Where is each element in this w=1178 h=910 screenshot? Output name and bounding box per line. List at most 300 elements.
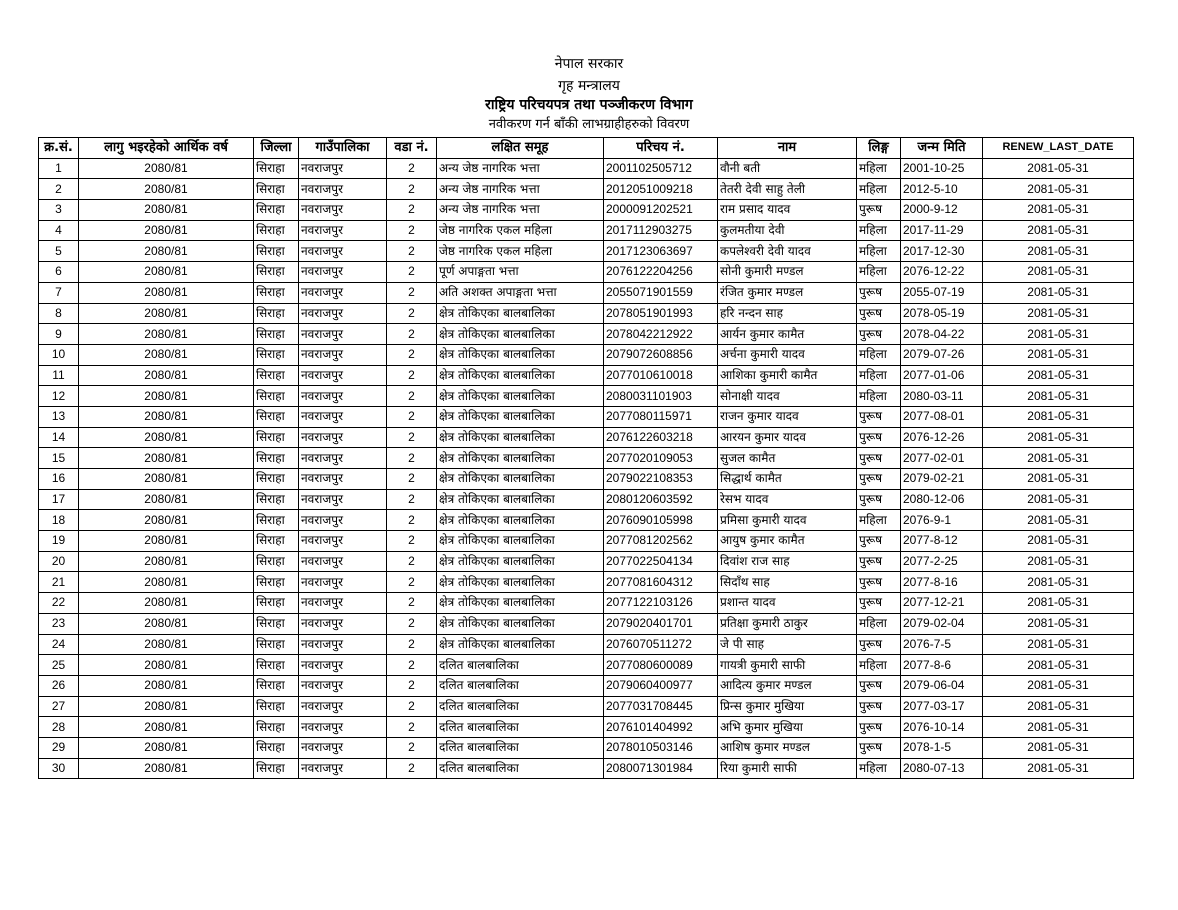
- table-row: [39, 655, 1134, 676]
- table-row: [39, 386, 1134, 407]
- district-cell: सिराहा: [254, 613, 299, 634]
- renew-last-date-cell: 2081-05-31: [983, 200, 1134, 221]
- target-group-cell: क्षेत्र तोकिएका बालबालिका: [437, 365, 604, 386]
- serial-cell: 28: [39, 717, 79, 738]
- target-group-cell: क्षेत्र तोकिएका बालबालिका: [437, 572, 604, 593]
- birth-date-cell: 2077-01-06: [901, 365, 983, 386]
- beneficiary-table: [38, 137, 1134, 779]
- district-cell: सिराहा: [254, 531, 299, 552]
- name-cell: आयुष कुमार कामैत: [718, 531, 857, 552]
- id-number-cell: 2076070511272: [604, 634, 718, 655]
- municipality-cell: नवराजपुर: [299, 241, 387, 262]
- gender-cell: महिला: [857, 655, 901, 676]
- fiscal-year-cell: 2080/81: [79, 179, 254, 200]
- ward-cell: 2: [387, 406, 437, 427]
- birth-date-cell: 2077-8-12: [901, 531, 983, 552]
- gender-cell: पुरूष: [857, 551, 901, 572]
- gender-cell: महिला: [857, 386, 901, 407]
- id-number-cell: 2000091202521: [604, 200, 718, 221]
- name-cell: तेतरी देवी साहु तेली: [718, 179, 857, 200]
- district-cell: सिराहा: [254, 282, 299, 303]
- municipality-cell: नवराजपुर: [299, 282, 387, 303]
- target-group-cell: अति अशक्त अपाङ्गता भत्ता: [437, 282, 604, 303]
- fiscal-year-cell: 2080/81: [79, 737, 254, 758]
- target-group-cell: दलित बालबालिका: [437, 737, 604, 758]
- gender-cell: पुरूष: [857, 531, 901, 552]
- id-number-cell: 2077080600089: [604, 655, 718, 676]
- fiscal-year-cell: 2080/81: [79, 655, 254, 676]
- table-header-row: [39, 138, 1134, 159]
- birth-date-cell: 2077-12-21: [901, 593, 983, 614]
- ward-cell: 2: [387, 220, 437, 241]
- birth-date-cell: 2078-1-5: [901, 737, 983, 758]
- fiscal-year-cell: 2080/81: [79, 303, 254, 324]
- birth-date-cell: 2012-5-10: [901, 179, 983, 200]
- table-row: [39, 406, 1134, 427]
- renew-last-date-cell: 2081-05-31: [983, 696, 1134, 717]
- name-cell: गायत्री कुमारी साफी: [718, 655, 857, 676]
- renew-last-date-cell: 2081-05-31: [983, 469, 1134, 490]
- name-cell: सिद्धार्थ कामैत: [718, 469, 857, 490]
- renew-last-date-cell: 2081-05-31: [983, 344, 1134, 365]
- target-group-cell: अन्य जेष्ठ नागरिक भत्ता: [437, 200, 604, 221]
- gender-cell: महिला: [857, 758, 901, 779]
- renew-last-date-cell: 2081-05-31: [983, 282, 1134, 303]
- id-number-cell: 2017112903275: [604, 220, 718, 241]
- district-cell: सिराहा: [254, 386, 299, 407]
- name-cell: सोनी कुमारी मण्डल: [718, 262, 857, 283]
- gender-cell: पुरूष: [857, 634, 901, 655]
- renew-last-date-cell: 2081-05-31: [983, 324, 1134, 345]
- fiscal-year-cell: 2080/81: [79, 551, 254, 572]
- gender-cell: पुरूष: [857, 572, 901, 593]
- col-header-gender: लिङ्ग: [857, 138, 901, 159]
- birth-date-cell: 2077-08-01: [901, 406, 983, 427]
- id-number-cell: 2076101404992: [604, 717, 718, 738]
- serial-cell: 8: [39, 303, 79, 324]
- target-group-cell: क्षेत्र तोकिएका बालबालिका: [437, 510, 604, 531]
- municipality-cell: नवराजपुर: [299, 344, 387, 365]
- fiscal-year-cell: 2080/81: [79, 158, 254, 179]
- birth-date-cell: 2078-04-22: [901, 324, 983, 345]
- municipality-cell: नवराजपुर: [299, 572, 387, 593]
- ward-cell: 2: [387, 158, 437, 179]
- serial-cell: 24: [39, 634, 79, 655]
- ward-cell: 2: [387, 303, 437, 324]
- id-number-cell: 2079020401701: [604, 613, 718, 634]
- name-cell: राम प्रसाद यादव: [718, 200, 857, 221]
- table-row: [39, 531, 1134, 552]
- renew-last-date-cell: 2081-05-31: [983, 510, 1134, 531]
- name-cell: कपलेश्वरी देवी यादव: [718, 241, 857, 262]
- municipality-cell: नवराजपुर: [299, 365, 387, 386]
- table-row: [39, 303, 1134, 324]
- name-cell: प्रिन्स कुमार मुखिया: [718, 696, 857, 717]
- name-cell: रंजित कुमार मण्डल: [718, 282, 857, 303]
- name-cell: राजन कुमार यादव: [718, 406, 857, 427]
- col-header-district: जिल्ला: [254, 138, 299, 159]
- birth-date-cell: 2076-9-1: [901, 510, 983, 531]
- serial-cell: 4: [39, 220, 79, 241]
- birth-date-cell: 2077-02-01: [901, 448, 983, 469]
- target-group-cell: दलित बालबालिका: [437, 675, 604, 696]
- renew-last-date-cell: 2081-05-31: [983, 158, 1134, 179]
- serial-cell: 20: [39, 551, 79, 572]
- serial-cell: 2: [39, 179, 79, 200]
- name-cell: सिदाँथ साह: [718, 572, 857, 593]
- gender-cell: महिला: [857, 262, 901, 283]
- municipality-cell: नवराजपुर: [299, 220, 387, 241]
- name-cell: सोनाक्षी यादव: [718, 386, 857, 407]
- gender-cell: पुरूष: [857, 303, 901, 324]
- target-group-cell: क्षेत्र तोकिएका बालबालिका: [437, 344, 604, 365]
- col-header-renew-last-date: RENEW_LAST_DATE: [983, 138, 1134, 159]
- renew-last-date-cell: 2081-05-31: [983, 758, 1134, 779]
- id-number-cell: 2079072608856: [604, 344, 718, 365]
- gender-cell: पुरूष: [857, 489, 901, 510]
- ward-cell: 2: [387, 717, 437, 738]
- serial-cell: 22: [39, 593, 79, 614]
- id-number-cell: 2077010610018: [604, 365, 718, 386]
- table-row: [39, 675, 1134, 696]
- renew-last-date-cell: 2081-05-31: [983, 241, 1134, 262]
- name-cell: प्रशान्त यादव: [718, 593, 857, 614]
- renew-last-date-cell: 2081-05-31: [983, 593, 1134, 614]
- birth-date-cell: 2076-10-14: [901, 717, 983, 738]
- serial-cell: 29: [39, 737, 79, 758]
- name-cell: सुजल कामैत: [718, 448, 857, 469]
- name-cell: आशिका कुमारी कामैत: [718, 365, 857, 386]
- renew-last-date-cell: 2081-05-31: [983, 655, 1134, 676]
- col-header-municipality: गाउँपालिका: [299, 138, 387, 159]
- ward-cell: 2: [387, 200, 437, 221]
- district-cell: सिराहा: [254, 241, 299, 262]
- ward-cell: 2: [387, 365, 437, 386]
- district-cell: सिराहा: [254, 220, 299, 241]
- id-number-cell: 2077122103126: [604, 593, 718, 614]
- serial-cell: 14: [39, 427, 79, 448]
- serial-cell: 1: [39, 158, 79, 179]
- ward-cell: 2: [387, 634, 437, 655]
- birth-date-cell: 2079-02-04: [901, 613, 983, 634]
- fiscal-year-cell: 2080/81: [79, 675, 254, 696]
- renew-last-date-cell: 2081-05-31: [983, 427, 1134, 448]
- id-number-cell: 2078042212922: [604, 324, 718, 345]
- target-group-cell: क्षेत्र तोकिएका बालबालिका: [437, 551, 604, 572]
- ward-cell: 2: [387, 613, 437, 634]
- id-number-cell: 2077022504134: [604, 551, 718, 572]
- renew-last-date-cell: 2081-05-31: [983, 179, 1134, 200]
- table-row: [39, 448, 1134, 469]
- serial-cell: 5: [39, 241, 79, 262]
- birth-date-cell: 2080-12-06: [901, 489, 983, 510]
- serial-cell: 17: [39, 489, 79, 510]
- district-cell: सिराहा: [254, 158, 299, 179]
- target-group-cell: जेष्ठ नागरिक एकल महिला: [437, 241, 604, 262]
- birth-date-cell: 2079-02-21: [901, 469, 983, 490]
- serial-cell: 11: [39, 365, 79, 386]
- birth-date-cell: 2055-07-19: [901, 282, 983, 303]
- fiscal-year-cell: 2080/81: [79, 758, 254, 779]
- birth-date-cell: 2079-06-04: [901, 675, 983, 696]
- municipality-cell: नवराजपुर: [299, 158, 387, 179]
- ward-cell: 2: [387, 427, 437, 448]
- target-group-cell: दलित बालबालिका: [437, 758, 604, 779]
- gender-cell: पुरूष: [857, 282, 901, 303]
- gender-cell: पुरूष: [857, 469, 901, 490]
- table-row: [39, 758, 1134, 779]
- municipality-cell: नवराजपुर: [299, 489, 387, 510]
- table-row: [39, 365, 1134, 386]
- table-row: [39, 696, 1134, 717]
- gender-cell: पुरूष: [857, 200, 901, 221]
- fiscal-year-cell: 2080/81: [79, 572, 254, 593]
- renew-last-date-cell: 2081-05-31: [983, 551, 1134, 572]
- birth-date-cell: 2000-9-12: [901, 200, 983, 221]
- table-row: [39, 427, 1134, 448]
- district-cell: सिराहा: [254, 179, 299, 200]
- target-group-cell: क्षेत्र तोकिएका बालबालिका: [437, 489, 604, 510]
- district-cell: सिराहा: [254, 593, 299, 614]
- name-cell: अर्चना कुमारी यादव: [718, 344, 857, 365]
- district-cell: सिराहा: [254, 427, 299, 448]
- col-header-target-group: लक्षित समूह: [437, 138, 604, 159]
- district-cell: सिराहा: [254, 572, 299, 593]
- district-cell: सिराहा: [254, 551, 299, 572]
- municipality-cell: नवराजपुर: [299, 696, 387, 717]
- fiscal-year-cell: 2080/81: [79, 427, 254, 448]
- district-cell: सिराहा: [254, 303, 299, 324]
- fiscal-year-cell: 2080/81: [79, 262, 254, 283]
- target-group-cell: जेष्ठ नागरिक एकल महिला: [437, 220, 604, 241]
- district-cell: सिराहा: [254, 717, 299, 738]
- renew-last-date-cell: 2081-05-31: [983, 386, 1134, 407]
- serial-cell: 6: [39, 262, 79, 283]
- id-number-cell: 2077080115971: [604, 406, 718, 427]
- serial-cell: 9: [39, 324, 79, 345]
- birth-date-cell: 2077-2-25: [901, 551, 983, 572]
- municipality-cell: नवराजपुर: [299, 469, 387, 490]
- col-header-serial: क्र.सं.: [39, 138, 79, 159]
- birth-date-cell: 2080-03-11: [901, 386, 983, 407]
- municipality-cell: नवराजपुर: [299, 510, 387, 531]
- renew-last-date-cell: 2081-05-31: [983, 448, 1134, 469]
- id-number-cell: 2001102505712: [604, 158, 718, 179]
- fiscal-year-cell: 2080/81: [79, 406, 254, 427]
- target-group-cell: अन्य जेष्ठ नागरिक भत्ता: [437, 179, 604, 200]
- municipality-cell: नवराजपुर: [299, 655, 387, 676]
- municipality-cell: नवराजपुर: [299, 303, 387, 324]
- renew-last-date-cell: 2081-05-31: [983, 717, 1134, 738]
- fiscal-year-cell: 2080/81: [79, 386, 254, 407]
- serial-cell: 25: [39, 655, 79, 676]
- renew-last-date-cell: 2081-05-31: [983, 634, 1134, 655]
- fiscal-year-cell: 2080/81: [79, 365, 254, 386]
- name-cell: प्रतिक्षा कुमारी ठाकुर: [718, 613, 857, 634]
- ward-cell: 2: [387, 179, 437, 200]
- target-group-cell: क्षेत्र तोकिएका बालबालिका: [437, 386, 604, 407]
- name-cell: आर्यन कुमार कामैत: [718, 324, 857, 345]
- serial-cell: 21: [39, 572, 79, 593]
- ward-cell: 2: [387, 262, 437, 283]
- target-group-cell: क्षेत्र तोकिएका बालबालिका: [437, 634, 604, 655]
- municipality-cell: नवराजपुर: [299, 613, 387, 634]
- id-number-cell: 2080120603592: [604, 489, 718, 510]
- municipality-cell: नवराजपुर: [299, 675, 387, 696]
- government-title: नेपाल सरकार: [554, 56, 624, 72]
- target-group-cell: दलित बालबालिका: [437, 655, 604, 676]
- serial-cell: 10: [39, 344, 79, 365]
- target-group-cell: क्षेत्र तोकिएका बालबालिका: [437, 448, 604, 469]
- district-cell: सिराहा: [254, 737, 299, 758]
- ward-cell: 2: [387, 386, 437, 407]
- renew-last-date-cell: 2081-05-31: [983, 489, 1134, 510]
- district-cell: सिराहा: [254, 758, 299, 779]
- target-group-cell: दलित बालबालिका: [437, 717, 604, 738]
- name-cell: जे पी साह: [718, 634, 857, 655]
- municipality-cell: नवराजपुर: [299, 262, 387, 283]
- gender-cell: पुरूष: [857, 406, 901, 427]
- birth-date-cell: 2017-12-30: [901, 241, 983, 262]
- target-group-cell: पूर्ण अपाङ्गता भत्ता: [437, 262, 604, 283]
- name-cell: वौनी बती: [718, 158, 857, 179]
- ward-cell: 2: [387, 324, 437, 345]
- name-cell: प्रमिसा कुमारी यादव: [718, 510, 857, 531]
- id-number-cell: 2012051009218: [604, 179, 718, 200]
- table-row: [39, 572, 1134, 593]
- id-number-cell: 2079060400977: [604, 675, 718, 696]
- target-group-cell: क्षेत्र तोकिएका बालबालिका: [437, 427, 604, 448]
- district-cell: सिराहा: [254, 344, 299, 365]
- gender-cell: पुरूष: [857, 696, 901, 717]
- table-body: [39, 158, 1134, 779]
- id-number-cell: 2080071301984: [604, 758, 718, 779]
- table-row: [39, 262, 1134, 283]
- target-group-cell: क्षेत्र तोकिएका बालबालिका: [437, 593, 604, 614]
- serial-cell: 13: [39, 406, 79, 427]
- target-group-cell: क्षेत्र तोकिएका बालबालिका: [437, 406, 604, 427]
- renew-last-date-cell: 2081-05-31: [983, 406, 1134, 427]
- municipality-cell: नवराजपुर: [299, 717, 387, 738]
- target-group-cell: दलित बालबालिका: [437, 696, 604, 717]
- municipality-cell: नवराजपुर: [299, 179, 387, 200]
- serial-cell: 7: [39, 282, 79, 303]
- table-row: [39, 200, 1134, 221]
- table-row: [39, 344, 1134, 365]
- ward-cell: 2: [387, 344, 437, 365]
- target-group-cell: क्षेत्र तोकिएका बालबालिका: [437, 469, 604, 490]
- table-row: [39, 324, 1134, 345]
- municipality-cell: नवराजपुर: [299, 448, 387, 469]
- name-cell: कुलमतीया देवी: [718, 220, 857, 241]
- renew-last-date-cell: 2081-05-31: [983, 303, 1134, 324]
- gender-cell: पुरूष: [857, 427, 901, 448]
- fiscal-year-cell: 2080/81: [79, 634, 254, 655]
- renew-last-date-cell: 2081-05-31: [983, 365, 1134, 386]
- fiscal-year-cell: 2080/81: [79, 531, 254, 552]
- table-row: [39, 469, 1134, 490]
- gender-cell: महिला: [857, 365, 901, 386]
- id-number-cell: 2078051901993: [604, 303, 718, 324]
- district-cell: सिराहा: [254, 406, 299, 427]
- gender-cell: पुरूष: [857, 448, 901, 469]
- district-cell: सिराहा: [254, 489, 299, 510]
- renew-last-date-cell: 2081-05-31: [983, 262, 1134, 283]
- col-header-name: नाम: [718, 138, 857, 159]
- fiscal-year-cell: 2080/81: [79, 469, 254, 490]
- name-cell: आशिष कुमार मण्डल: [718, 737, 857, 758]
- serial-cell: 16: [39, 469, 79, 490]
- gender-cell: महिला: [857, 241, 901, 262]
- serial-cell: 15: [39, 448, 79, 469]
- gender-cell: पुरूष: [857, 737, 901, 758]
- document-subtitle: नवीकरण गर्न बाँकी लाभग्राहीहरुको विवरण: [488, 117, 690, 132]
- serial-cell: 26: [39, 675, 79, 696]
- table-row: [39, 489, 1134, 510]
- id-number-cell: 2077081604312: [604, 572, 718, 593]
- ward-cell: 2: [387, 758, 437, 779]
- gender-cell: महिला: [857, 158, 901, 179]
- gender-cell: महिला: [857, 220, 901, 241]
- id-number-cell: 2077031708445: [604, 696, 718, 717]
- serial-cell: 3: [39, 200, 79, 221]
- ward-cell: 2: [387, 675, 437, 696]
- gender-cell: महिला: [857, 344, 901, 365]
- id-number-cell: 2076090105998: [604, 510, 718, 531]
- district-cell: सिराहा: [254, 675, 299, 696]
- fiscal-year-cell: 2080/81: [79, 282, 254, 303]
- ward-cell: 2: [387, 572, 437, 593]
- target-group-cell: क्षेत्र तोकिएका बालबालिका: [437, 324, 604, 345]
- target-group-cell: क्षेत्र तोकिएका बालबालिका: [437, 531, 604, 552]
- district-cell: सिराहा: [254, 365, 299, 386]
- birth-date-cell: 2001-10-25: [901, 158, 983, 179]
- ward-cell: 2: [387, 551, 437, 572]
- municipality-cell: नवराजपुर: [299, 406, 387, 427]
- name-cell: हरि नन्दन साह: [718, 303, 857, 324]
- district-cell: सिराहा: [254, 634, 299, 655]
- table-row: [39, 717, 1134, 738]
- fiscal-year-cell: 2080/81: [79, 344, 254, 365]
- district-cell: सिराहा: [254, 200, 299, 221]
- renew-last-date-cell: 2081-05-31: [983, 737, 1134, 758]
- gender-cell: महिला: [857, 510, 901, 531]
- gender-cell: महिला: [857, 613, 901, 634]
- table-row: [39, 613, 1134, 634]
- ward-cell: 2: [387, 282, 437, 303]
- municipality-cell: नवराजपुर: [299, 531, 387, 552]
- fiscal-year-cell: 2080/81: [79, 448, 254, 469]
- gender-cell: महिला: [857, 179, 901, 200]
- ward-cell: 2: [387, 655, 437, 676]
- district-cell: सिराहा: [254, 324, 299, 345]
- birth-date-cell: 2076-12-22: [901, 262, 983, 283]
- id-number-cell: 2077020109053: [604, 448, 718, 469]
- fiscal-year-cell: 2080/81: [79, 613, 254, 634]
- birth-date-cell: 2077-8-6: [901, 655, 983, 676]
- gender-cell: पुरूष: [857, 675, 901, 696]
- district-cell: सिराहा: [254, 696, 299, 717]
- ward-cell: 2: [387, 737, 437, 758]
- ward-cell: 2: [387, 510, 437, 531]
- id-number-cell: 2077081202562: [604, 531, 718, 552]
- birth-date-cell: 2077-03-17: [901, 696, 983, 717]
- id-number-cell: 2079022108353: [604, 469, 718, 490]
- table-row: [39, 158, 1134, 179]
- renew-last-date-cell: 2081-05-31: [983, 613, 1134, 634]
- name-cell: दिवांश राज साह: [718, 551, 857, 572]
- birth-date-cell: 2076-7-5: [901, 634, 983, 655]
